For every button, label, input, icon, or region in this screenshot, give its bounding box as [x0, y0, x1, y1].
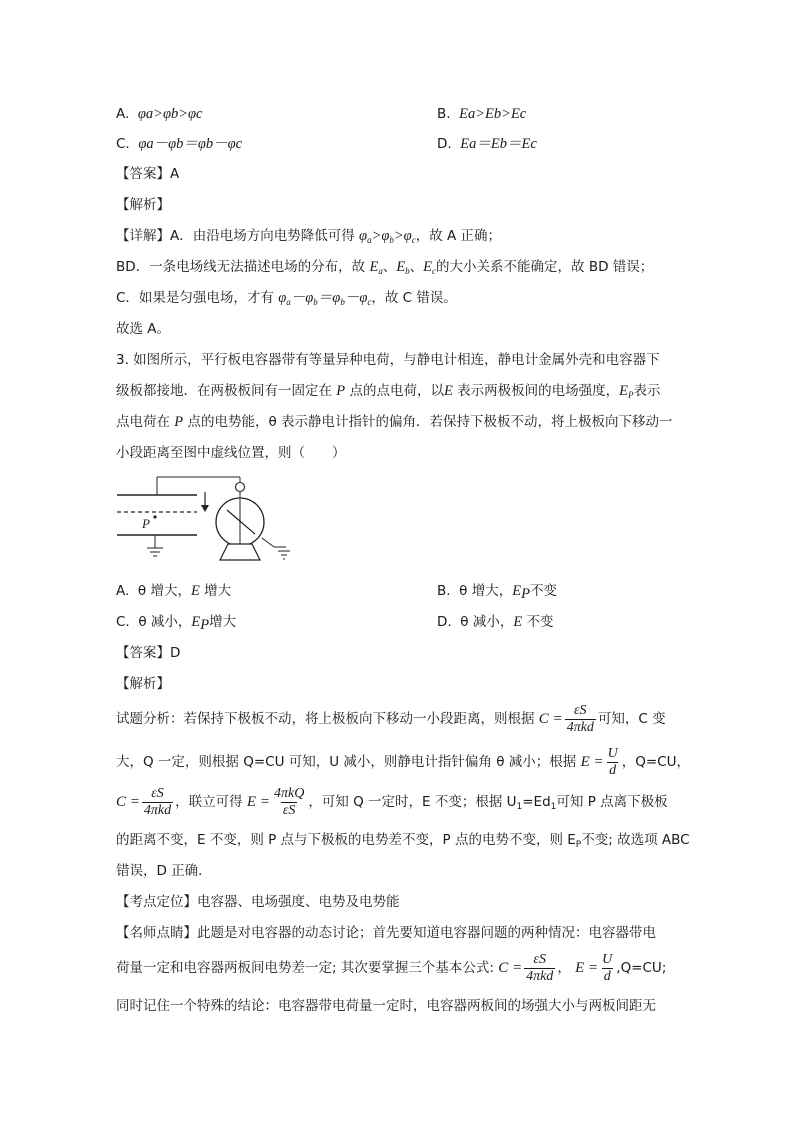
q3-option-d: D. θ 减小，E 不变	[437, 614, 554, 630]
q3-analysis-line-4: 的距离不变，E 不变，则 P 点与下极板的电势差不变，P 点的电势不变，则 $E_P$不变; 故选项 ABC	[116, 832, 690, 850]
q2-analysis-tag: 【解析】	[116, 197, 170, 213]
q3-analysis-line-5: 错误，D 正确．	[116, 863, 212, 879]
q3-analysis-line-2: 大，Q 一定，则根据 Q=CU 可知，U 减小，则静电计指针偏角 θ 减小；根据 E = $\frac{U}{d}$ ，Q=CU，	[116, 745, 690, 778]
q3-analysis-line-1: 试题分析：若保持下极板不动，将上极板向下移动一小段距离，则根据 C = $\frac{\varepsilon S}{\text{4πkd}}$ 可知，C 变	[116, 702, 666, 735]
q2-conclusion: 故选 A。	[116, 321, 171, 337]
electrometer-knob	[236, 483, 245, 492]
q2-answer: 【答案】A	[116, 166, 180, 182]
q2-option-b: B. Ea>Eb>Ec	[437, 106, 527, 122]
q3-analysis-line-3: C = $\frac{\varepsilon S}{\text{4πkd}}$ ，联立可得 E = $\frac{\text{4πkQ}}{\varepsilon S}$ ，可知 Q 一定时，E 不变；根据 $U_1=Ed_1$可知 P 点离下极板	[116, 785, 668, 818]
q3-key-points: 【考点定位】电容器、电场强度、电势及电势能	[116, 894, 400, 910]
capacitor-electrometer-figure	[112, 472, 292, 572]
q3-stem-line-2: 级板都接地．在两极板间有一固定在 P 点的点电荷，以E 表示两极板间的电场强度，$E_P$表示	[116, 383, 661, 400]
point-charge	[153, 515, 156, 518]
q2-detail-1: 【详解】A．由沿电场方向电势降低可得 $\varphi_a>\varphi_b>\varphi_c$，故 A 正确；	[116, 228, 502, 245]
q2-detail-2: BD．一条电场线无法描述电场的分布，故 $E_a$、$E_b$、$E_c$的大小关系不能确定，故 BD 错误；	[116, 259, 654, 276]
q3-stem-line-4: 小段距离至图中虚线位置，则（ ）	[116, 445, 346, 461]
point-p-label: P	[142, 516, 150, 531]
electrometer-stand	[220, 544, 260, 560]
q3-teacher-note-line-3: 同时记住一个特殊的结论：电容器带电荷量一定时，电容器两板间的场强大小与两板间距无	[116, 998, 656, 1014]
q2-option-c: C. φa－φb＝φb－φc	[116, 136, 243, 152]
q3-option-a: A. θ 增大，E 增大	[116, 583, 232, 599]
q2-option-a: A. φa>φb>φc	[116, 106, 203, 122]
q2-detail-3: C．如果是匀强电场，才有 $\varphi_a-\varphi_b=\varphi_b-\varphi_c$，故 C 错误。	[116, 290, 457, 307]
q3-option-c: C. θ 减小，$E_P$增大	[116, 614, 237, 633]
q3-option-b: B. θ 增大，$E_P$不变	[437, 583, 557, 602]
q3-stem-line-1: 3. 如图所示，平行板电容器带有等量异种电荷，与静电计相连，静电计金属外壳和电容器下	[116, 352, 660, 368]
q3-teacher-note-line-2: 荷量一定和电容器两板间电势差一定; 其次要掌握三个基本公式: C = $\frac{\varepsilon S}{\text{4πkd}}$ ， E = $\frac{U}{d}$ ,Q=CU;	[116, 951, 667, 984]
q2-option-d: D. Ea＝Eb＝Ec	[437, 136, 537, 152]
q3-answer: 【答案】D	[116, 645, 181, 661]
q3-teacher-note-line-1: 【名师点睛】此题是对电容器的动态讨论；首先要知道电容器问题的两种情况：电容器带电	[116, 925, 656, 941]
q3-analysis-tag: 【解析】	[116, 676, 170, 692]
q3-stem-line-3: 点电荷在 P 点的电势能，θ 表示静电计指针的偏角．若保持下极板不动，将上极板向下移动一	[116, 414, 673, 430]
